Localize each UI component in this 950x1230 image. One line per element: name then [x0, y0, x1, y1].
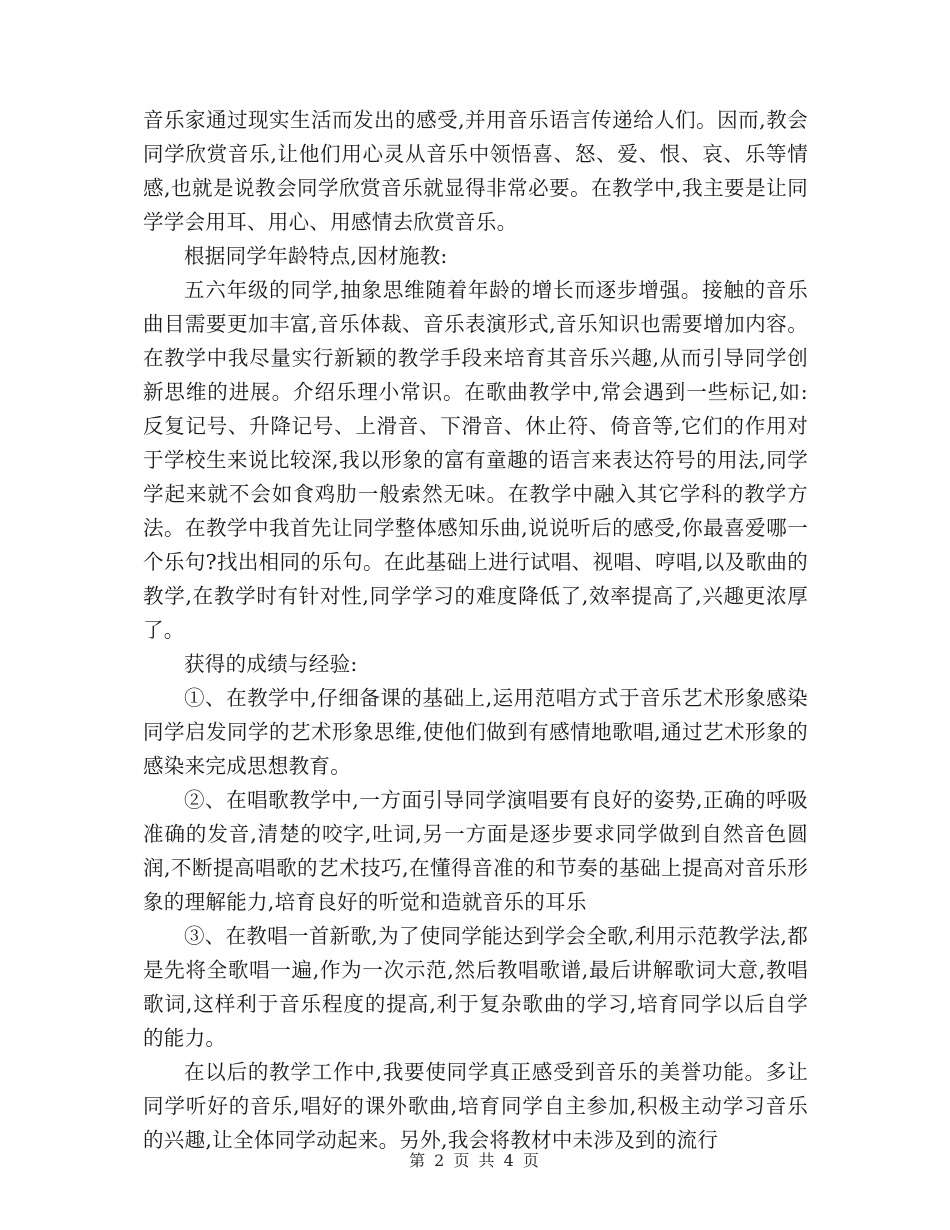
- paragraph-heading-achievements: 获得的成绩与经验:: [184, 652, 358, 676]
- document-body: [143, 103, 808, 1157]
- page-number-footer: 第 2 页 共 4 页: [409, 1151, 541, 1170]
- paragraph-continued: 音乐家通过现实生活而发出的感受,并用音乐语言传递给人们。因而,教会同学欣赏音乐,让他们用心灵从音乐中领悟喜、怒、爱、恨、哀、乐等情感,也就是说教会同学欣赏音乐就显得非常必要。在教学中,我主要是让同学学会用耳、用心、用感情去欣赏音乐。: [143, 108, 808, 234]
- paragraph-item-3: ③、在教唱一首新歌,为了使同学能达到学会全歌,利用示范教学法,都是先将全歌唱一遍,作为一次示范,然后教唱歌谱,最后讲解歌词大意,教唱歌词,这样利于音乐程度的提高,利于复杂歌曲的学习,培育同学以后自学的能力。: [143, 924, 808, 1050]
- paragraph-future-work: 在以后的教学工作中,我要使同学真正感受到音乐的美誉功能。多让同学听好的音乐,唱好的课外歌曲,培育同学自主参加,积极主动学习音乐的兴趣,让全体同学动起来。另外,我会将教材中未涉及到的流行: [143, 1060, 808, 1152]
- paragraph-grade-five-six: 五六年级的同学,抽象思维随着年龄的增长而逐步增强。接触的音乐曲目需要更加丰富,音乐体裁、音乐表演形式,音乐知识也需要增加内容。在教学中我尽量实行新颖的教学手段来培育其音乐兴趣,从而引导同学创新思维的进展。介绍乐理小常识。在歌曲教学中,常会遇到一些标记,如:反复记号、升降记号、上滑音、下滑音、休止符、倚音等,它们的作用对于学校生来说比较深,我以形象的富有童趣的语言来表达符号的用法,同学学起来就不会如食鸡肋一般索然无味。在教学中融入其它学科的教学方法。在教学中我首先让同学整体感知乐曲,说说听后的感受,你最喜爱哪一个乐句?找出相同的乐句。在此基础上进行试唱、视唱、哼唱,以及歌曲的教学,在教学时有针对性,同学学习的难度降低了,效率提高了,兴趣更浓厚了。: [143, 278, 808, 642]
- paragraph-item-2: ②、在唱歌教学中,一方面引导同学演唱要有良好的姿势,正确的呼吸准确的发音,清楚的咬字,吐词,另一方面是逐步要求同学做到自然音色圆润,不断提高唱歌的艺术技巧,在懂得音准的和节奏的基础上提高对音乐形象的理解能力,培育良好的听觉和造就音乐的耳乐: [143, 788, 808, 914]
- paragraph-heading-teaching-by-age: 根据同学年龄特点,因材施教:: [184, 244, 448, 268]
- paragraph-item-1: ①、在教学中,仔细备课的基础上,运用范唱方式于音乐艺术形象感染同学启发同学的艺术形象思维,使他们做到有感情地歌唱,通过艺术形象的感染来完成思想教育。: [143, 686, 808, 778]
